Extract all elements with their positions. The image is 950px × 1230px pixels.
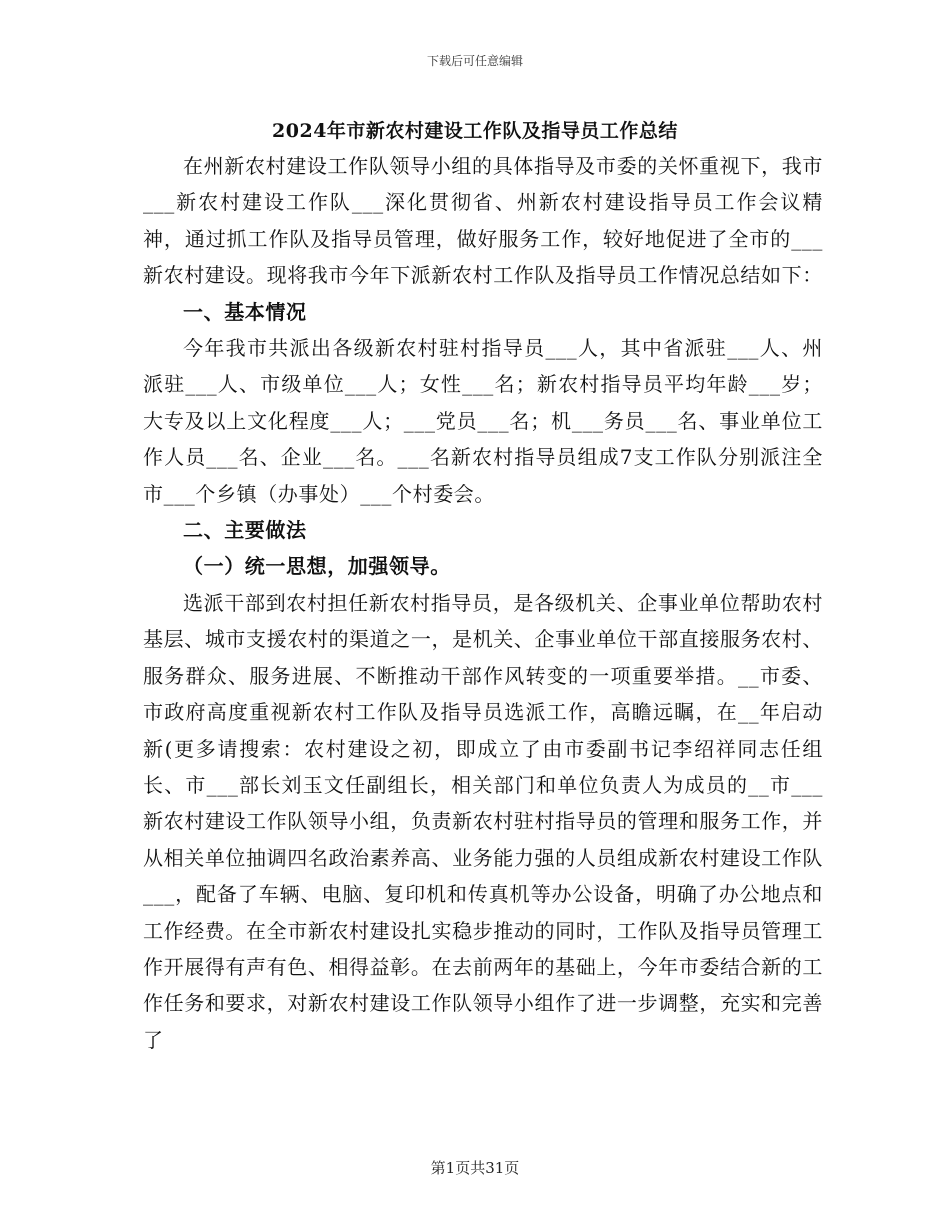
main-practices-paragraph: 选派干部到农村担任新农村指导员，是各级机关、企事业单位帮助农村基层、城市支援农村的渠道之一，是机关、企事业单位干部直接服务农村、服务群众、服务进展、不断推动干部作风转变的一项重要举措。__市委、市政府高度重视新农村工作队及指导员选派工作，高瞻远瞩，在__年启动新(更多请搜索：农村建设之初，即成立了由市委副书记李绍祥同志任组长、市___部长刘玉文任副组长，相关部门和单位负责人为成员的__市___新农村建设工作队领导小组，负责新农村驻村指导员的管理和服务工作，并从相关单位抽调四名政治素养高、业务能力强的人员组成新农村建设工作队___，配备了车辆、电脑、复印机和传真机等办公设备，明确了办公地点和工作经费。在全市新农村建设扎实稳步推动的同时，工作队及指导员管理工作开展得有声有色、相得益彰。在去前两年的基础上，今年市委结合新的工作任务和要求，对新农村建设工作队领导小组作了进一步调整，充实和完善了 — [143, 590, 823, 1052]
basic-situation-paragraph: 今年我市共派出各级新农村驻村指导员___人，其中省派驻___人、州派驻___人、市级单位___人；女性___名；新农村指导员平均年龄___岁；大专及以上文化程度___人；___党员___名；机___务员___名、事业单位工作人员___名、企业___名。___名新农村指导员组成7支工作队分别派注全市___个乡镇（办事处）___个村委会。 — [143, 336, 823, 506]
section-heading-main-practices: 二、主要做法 — [183, 518, 307, 543]
page-footer: 第1页共31页 — [430, 1159, 520, 1177]
header-note: 下载后可任意编辑 — [426, 54, 523, 68]
intro-paragraph: 在州新农村建设工作队领导小组的具体指导及市委的关怀重视下，我市___新农村建设工作队___深化贯彻省、州新农村建设指导员工作会议精神，通过抓工作队及指导员管理，做好服务工作，较好地促进了全市的___新农村建设。现将我市今年下派新农村工作队及指导员工作情况总结如下： — [143, 154, 823, 288]
document-title: 2024年市新农村建设工作队及指导员工作总结 — [272, 120, 678, 142]
document-body — [143, 148, 823, 1058]
section-heading-basic-situation: 一、基本情况 — [183, 299, 307, 324]
subsection-heading-unify-thinking: （一）统一思想，加强领导。 — [183, 554, 451, 579]
